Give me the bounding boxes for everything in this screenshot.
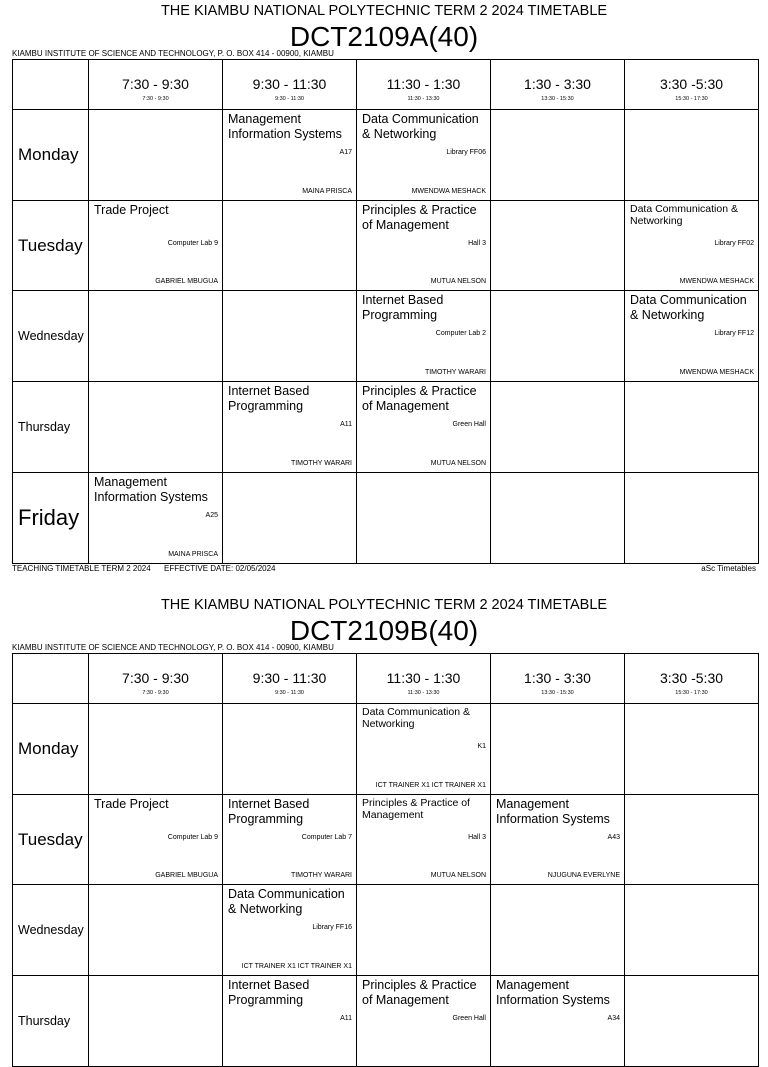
lesson-cell-empty (625, 976, 759, 1067)
period-header (625, 654, 759, 704)
lesson-cell (89, 795, 223, 885)
lesson-room: A34 (607, 1015, 620, 1022)
period-label: 1:30 - 3:30 (524, 670, 591, 686)
lesson-cell-empty (89, 110, 223, 201)
period-sublabel: 7:30 - 9:30 (142, 690, 169, 696)
lesson-cell (223, 885, 357, 976)
lesson-room: A11 (340, 1015, 352, 1022)
lesson-room: Green Hall (452, 421, 486, 428)
period-header (491, 60, 625, 110)
lesson-subject: Data Communication & Networking (630, 293, 747, 322)
lesson-cell (223, 795, 357, 885)
lesson-tutor: MWENDWA MESHACK (411, 188, 486, 195)
lesson-subject: Data Communication & Networking (362, 112, 479, 141)
class-name: DCT2109B(40) (289, 615, 479, 646)
lesson-subject: Management Information Systems (496, 797, 610, 826)
timetable-grid (12, 59, 759, 564)
period-header (89, 654, 223, 704)
period-label: 7:30 - 9:30 (122, 670, 189, 686)
period-sublabel: 11:30 - 13:30 (407, 690, 440, 696)
lesson-cell-empty (625, 885, 759, 976)
lesson-subject: Principles & Practice of Management (362, 797, 470, 821)
period-label: 11:30 - 1:30 (386, 670, 461, 686)
day-label: Monday (13, 110, 89, 201)
day-label: Wednesday (13, 291, 89, 382)
lesson-cell (223, 382, 357, 473)
class-name: DCT2109A(40) (289, 21, 479, 52)
lesson-room: K1 (477, 743, 486, 750)
lesson-tutor: NJUGUNA EVERLYNE (547, 872, 620, 879)
lesson-room: Library FF16 (312, 924, 352, 931)
institution-address: KIAMBU INSTITUTE OF SCIENCE AND TECHNOLOGY, P. O. BOX 414 - 00900, KIAMBU (12, 49, 334, 58)
lesson-subject: Principles & Practice of Management (362, 384, 477, 413)
lesson-room: Hall 3 (468, 240, 486, 247)
lesson-cell (491, 795, 625, 885)
lesson-tutor: MAINA PRISCA (168, 551, 218, 558)
lesson-cell-empty (491, 885, 625, 976)
lesson-cell-empty (625, 704, 759, 795)
day-label: Thursday (13, 976, 89, 1067)
lesson-cell-empty (491, 473, 625, 564)
lesson-cell (357, 291, 491, 382)
footer-info: TEACHING TIMETABLE TERM 2 2024 EFFECTIVE DATE: 02/05/2024 (12, 564, 276, 573)
lesson-cell (357, 201, 491, 291)
lesson-room: Hall 3 (468, 834, 486, 841)
lesson-subject: Internet Based Programming (228, 384, 310, 413)
period-header (223, 60, 357, 110)
lesson-room: A25 (205, 512, 218, 519)
corner-cell (13, 60, 89, 110)
lesson-tutor: MUTUA NELSON (430, 278, 486, 285)
lesson-cell (357, 382, 491, 473)
lesson-room: Computer Lab 7 (301, 834, 352, 841)
period-header (89, 60, 223, 110)
lesson-cell-empty (491, 110, 625, 201)
period-sublabel: 13:30 - 15:30 (541, 96, 574, 102)
footer-credit: aSc Timetables (701, 564, 756, 573)
lesson-room: Green Hall (452, 1015, 486, 1022)
lesson-cell (357, 704, 491, 795)
lesson-room: Library FF02 (714, 240, 754, 247)
period-header (223, 654, 357, 704)
lesson-subject: Management Information Systems (94, 475, 208, 504)
lesson-tutor: TIMOTHY WARARI (424, 369, 486, 376)
institution-address: KIAMBU INSTITUTE OF SCIENCE AND TECHNOLOGY, P. O. BOX 414 - 00900, KIAMBU (12, 643, 334, 652)
lesson-cell (223, 110, 357, 201)
period-label: 9:30 - 11:30 (252, 670, 327, 686)
lesson-cell (357, 795, 491, 885)
period-header (357, 654, 491, 704)
lesson-cell-empty (223, 473, 357, 564)
day-label: Monday (13, 704, 89, 795)
lesson-room: Computer Lab 9 (167, 240, 218, 247)
lesson-subject: Data Communication & Networking (630, 203, 738, 227)
lesson-cell-empty (491, 704, 625, 795)
lesson-subject: Management Information Systems (496, 978, 610, 1007)
lesson-cell-empty (223, 201, 357, 291)
lesson-subject: Data Communication & Networking (228, 887, 345, 916)
lesson-tutor: TIMOTHY WARARI (290, 460, 352, 467)
lesson-cell-empty (491, 291, 625, 382)
period-sublabel: 13:30 - 15:30 (541, 690, 574, 696)
lesson-cell (223, 976, 357, 1067)
lesson-subject: Internet Based Programming (228, 797, 310, 826)
lesson-cell-empty (89, 704, 223, 795)
day-label: Friday (13, 473, 89, 564)
lesson-cell-empty (625, 473, 759, 564)
lesson-tutor: MWENDWA MESHACK (679, 278, 754, 285)
lesson-cell (357, 110, 491, 201)
lesson-room: Library FF06 (446, 149, 486, 156)
lesson-subject: Management Information Systems (228, 112, 342, 141)
lesson-tutor: GABRIEL MBUGUA (155, 872, 218, 879)
lesson-cell (89, 473, 223, 564)
period-sublabel: 11:30 - 13:30 (407, 96, 440, 102)
lesson-cell-empty (89, 976, 223, 1067)
period-header (357, 60, 491, 110)
day-label: Tuesday (13, 795, 89, 885)
lesson-subject: Internet Based Programming (362, 293, 444, 322)
lesson-room: A43 (607, 834, 620, 841)
lesson-cell (625, 201, 759, 291)
period-sublabel: 15:30 - 17:30 (675, 690, 708, 696)
lesson-cell-empty (625, 110, 759, 201)
period-sublabel: 9:30 - 11:30 (275, 690, 304, 696)
lesson-cell-empty (357, 885, 491, 976)
lesson-cell (357, 976, 491, 1067)
lesson-cell-empty (625, 382, 759, 473)
lesson-cell (491, 976, 625, 1067)
timetable-grid (12, 653, 759, 1067)
lesson-tutor: MUTUA NELSON (430, 872, 486, 879)
lesson-tutor: MAINA PRISCA (302, 188, 352, 195)
period-label: 3:30 -5:30 (659, 76, 724, 92)
lesson-cell-empty (357, 473, 491, 564)
day-label: Tuesday (13, 201, 89, 291)
timetable-heading: THE KIAMBU NATIONAL POLYTECHNIC TERM 2 2024 TIMETABLE (160, 3, 608, 19)
lesson-cell-empty (223, 704, 357, 795)
lesson-room: A17 (339, 149, 352, 156)
period-sublabel: 9:30 - 11:30 (275, 96, 304, 102)
lesson-cell-empty (223, 291, 357, 382)
period-sublabel: 15:30 - 17:30 (675, 96, 708, 102)
lesson-tutor: MWENDWA MESHACK (679, 369, 754, 376)
period-header (491, 654, 625, 704)
period-label: 3:30 -5:30 (659, 670, 724, 686)
timetable-heading: THE KIAMBU NATIONAL POLYTECHNIC TERM 2 2024 TIMETABLE (160, 597, 608, 613)
period-label: 11:30 - 1:30 (386, 76, 461, 92)
lesson-subject: Principles & Practice of Management (362, 203, 477, 232)
lesson-subject: Internet Based Programming (228, 978, 310, 1007)
period-sublabel: 7:30 - 9:30 (142, 96, 169, 102)
lesson-cell-empty (89, 382, 223, 473)
corner-cell (13, 654, 89, 704)
period-label: 9:30 - 11:30 (252, 76, 327, 92)
day-label: Wednesday (13, 885, 89, 976)
day-label: Thursday (13, 382, 89, 473)
lesson-cell-empty (491, 382, 625, 473)
lesson-room: Library FF12 (714, 330, 754, 337)
period-header (625, 60, 759, 110)
lesson-cell-empty (89, 885, 223, 976)
lesson-cell-empty (491, 201, 625, 291)
lesson-tutor: TIMOTHY WARARI (290, 872, 352, 879)
timetable-b (0, 594, 768, 1028)
lesson-tutor: ICT TRAINER X1 ICT TRAINER X1 (375, 782, 486, 789)
lesson-cell-empty (89, 291, 223, 382)
lesson-subject: Trade Project (94, 203, 169, 217)
lesson-tutor: MUTUA NELSON (430, 460, 486, 467)
lesson-tutor: ICT TRAINER X1 ICT TRAINER X1 (241, 963, 352, 970)
period-label: 1:30 - 3:30 (524, 76, 591, 92)
lesson-cell-empty (625, 795, 759, 885)
lesson-subject: Trade Project (94, 797, 169, 811)
lesson-subject: Principles & Practice of Management (362, 978, 477, 1007)
lesson-subject: Data Communication & Networking (362, 706, 470, 730)
lesson-cell (625, 291, 759, 382)
lesson-tutor: GABRIEL MBUGUA (155, 278, 218, 285)
lesson-cell (89, 201, 223, 291)
lesson-room: Computer Lab 2 (435, 330, 486, 337)
lesson-room: Computer Lab 9 (167, 834, 218, 841)
lesson-room: A11 (340, 421, 352, 428)
period-label: 7:30 - 9:30 (122, 76, 189, 92)
